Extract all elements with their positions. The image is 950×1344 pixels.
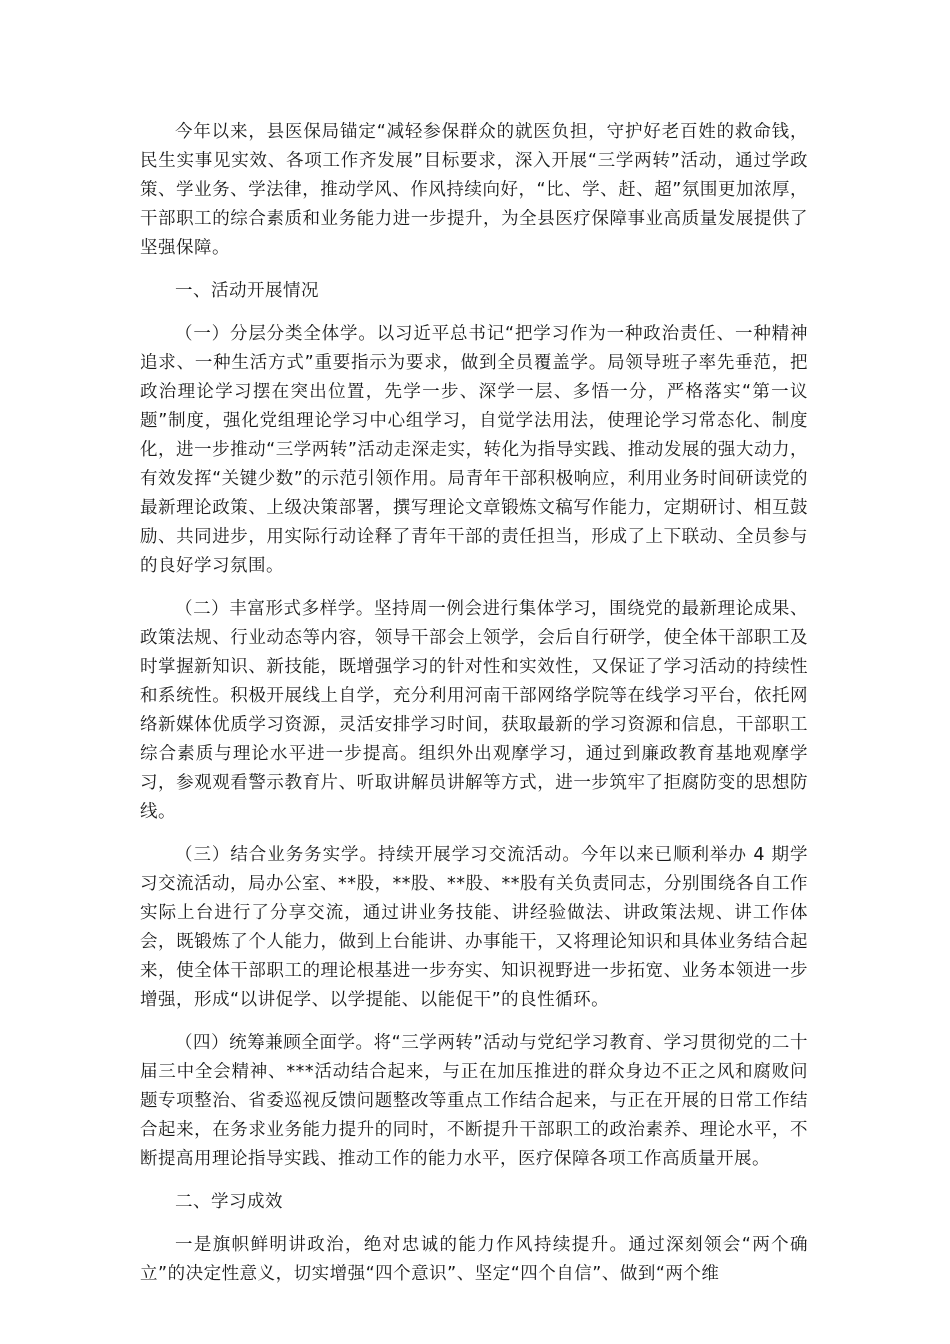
paragraph-practical-study: （三）结合业务务实学。持续开展学习交流活动。今年以来已顺利举办 4 期学习交流活动，局办公室、**股，**股、**股、**股有关负责同志，分别围绕各自工作实际上台进行了分享交流，通过讲业务技能、讲经验做法、讲政策法规、讲工作体会，既锻炼了个人能力，做到上台能讲、办事能干，又将理论知识和具体业务结合起来，使全体干部职工的理论根基进一步夯实、知识视野进一步拓宽、业务本领进一步增强，形成“以讲促学、以学提能、以能促干”的良性循环。 (140, 845, 808, 1010)
section-heading-results: 二、学习成效 (175, 1192, 283, 1212)
section-heading-activities: 一、活动开展情况 (175, 281, 319, 301)
document-body (140, 118, 808, 1289)
paragraph-comprehensive-study: （四）统筹兼顾全面学。将“三学两转”活动与党纪学习教育、学习贯彻党的二十届三中全会精神、***活动结合起来，与正在加压推进的群众身边不正之风和腐败问题专项整治、省委巡视反馈问题整改等重点工作结合起来，与正在开展的日常工作结合起来，在务求业务能力提升的同时，不断提升干部职工的政治素养、理论水平，不断提高用理论指导实践、推动工作的能力水平，医疗保障各项工作高质量开展。 (140, 1033, 808, 1169)
intro-paragraph: 今年以来，县医保局锚定“减轻参保群众的就医负担，守护好老百姓的救命钱，民生实事见实效、各项工作齐发展”目标要求，深入开展“三学两转”活动，通过学政策、学业务、学法律，推动学风、作风持续向好，“比、学、赶、超”氛围更加浓厚，干部职工的综合素质和业务能力进一步提升，为全县医疗保障事业高质量发展提供了坚强保障。 (140, 122, 808, 258)
paragraph-diverse-study: （二）丰富形式多样学。坚持周一例会进行集体学习，围绕党的最新理论成果、政策法规、行业动态等内容，领导干部会上领学，会后自行研学，使全体干部职工及时掌握新知识、新技能，既增强学习的针对性和实效性，又保证了学习活动的持续性和系统性。积极开展线上自学，充分利用河南干部网络学院等在线学习平台，依托网络新媒体优质学习资源，灵活安排学习时间，获取最新的学习资源和信息，干部职工综合素质与理论水平进一步提高。组织外出观摩学习，通过到廉政教育基地观摩学习，参观观看警示教育片、听取讲解员讲解等方式，进一步筑牢了拒腐防变的思想防线。 (140, 599, 808, 822)
paragraph-layered-study: （一）分层分类全体学。以习近平总书记“把学习作为一种政治责任、一种精神追求、一种生活方式”重要指示为要求，做到全员覆盖学。局领导班子率先垂范，把政治理论学习摆在突出位置，先学一步、深学一层、多悟一分，严格落实“第一议题”制度，强化党组理论学习中心组学习，自觉学法用法，使理论学习常态化、制度化，进一步推动“三学两转”活动走深走实，转化为指导实践、推动发展的强大动力，有效发挥“关键少数”的示范引领作用。局青年干部积极响应，利用业务时间研读党的最新理论政策、上级决策部署，撰写理论文章锻炼文稿写作能力，定期研讨、相互鼓励、共同进步，用实际行动诠释了青年干部的责任担当，形成了上下联动、全员参与的良好学习氛围。 (140, 324, 808, 576)
paragraph-political-results: 一是旗帜鲜明讲政治，绝对忠诚的能力作风持续提升。通过深刻领会“两个确立”的决定性意义，切实增强“四个意识”、坚定“四个自信”、做到“两个维 (140, 1235, 808, 1284)
